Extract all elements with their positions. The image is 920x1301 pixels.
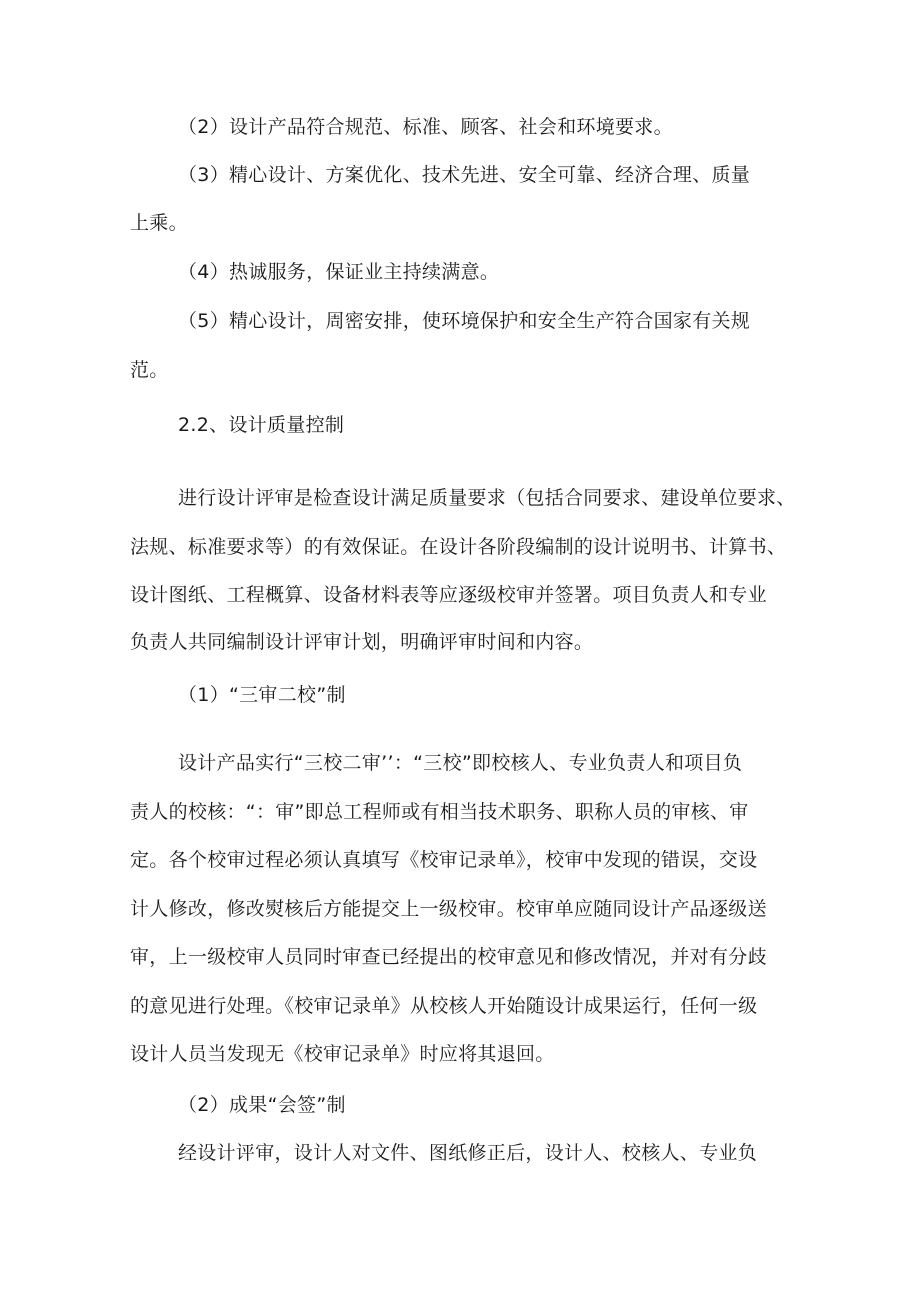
list-item-3: （3）精心设计、方案优化、技术先进、安全可靠、经济合理、质量 — [178, 164, 751, 186]
paragraph-line: 责人的校核：“：审”即总工程师或有相当技术职务、职称人员的审核、审 — [130, 801, 749, 823]
list-item-3-continued: 上乘。 — [130, 212, 188, 234]
paragraph-line: 法规、标准要求等）的有效保证。在设计各阶段编制的设计说明书、计算书、 — [130, 536, 787, 558]
subheading-1: （1）“三审二校”制 — [178, 684, 346, 706]
paragraph-line: 进行设计评审是检查设计满足质量要求（包括合同要求、建设单位要求、 — [178, 487, 796, 509]
list-item-5: （5）精心设计，周密安排，使环境保护和安全生产符合国家有关规 — [178, 310, 751, 332]
subheading-2: （2）成果“会签”制 — [178, 1094, 346, 1116]
list-item-2: （2）设计产品符合规范、标准、顾客、社会和环境要求。 — [178, 116, 673, 138]
paragraph-line: 的意见进行处理。《校审记录单》从校核人开始随设计成果运行，任何一级 — [130, 995, 758, 1017]
paragraph-line: 计人修改，修改熨核后方能提交上一级校审。校审单应随同设计产品逐级送 — [130, 898, 767, 920]
paragraph-line: 设计人员当发现无《校审记录单》时应将其退回。 — [130, 1043, 555, 1065]
list-item-4: （4）热诚服务，保证业主持续满意。 — [178, 261, 500, 283]
section-heading: 2.2、设计质量控制 — [178, 414, 345, 436]
paragraph-line: 定。各个校审过程必须认真填写《校审记录单》，校审中发现的错误，交设 — [130, 849, 758, 871]
paragraph-line: 经设计评审，设计人对文件、图纸修正后，设计人、校核人、专业负 — [178, 1142, 758, 1164]
list-item-5-continued: 范。 — [130, 359, 169, 381]
paragraph-line: 设计产品实行“三校二审’’：“三校”即校核人、专业负责人和项目负 — [178, 752, 743, 774]
paragraph-line: 审，上一级校审人员同时审查已经提出的校审意见和修改情况，并对有分歧 — [130, 946, 767, 968]
paragraph-line: 设计图纸、工程概算、设备材料表等应逐级校审并签署。项目负责人和专业 — [130, 584, 767, 606]
paragraph-line: 负责人共同编制设计评审计划，明确评审时间和内容。 — [130, 631, 594, 653]
